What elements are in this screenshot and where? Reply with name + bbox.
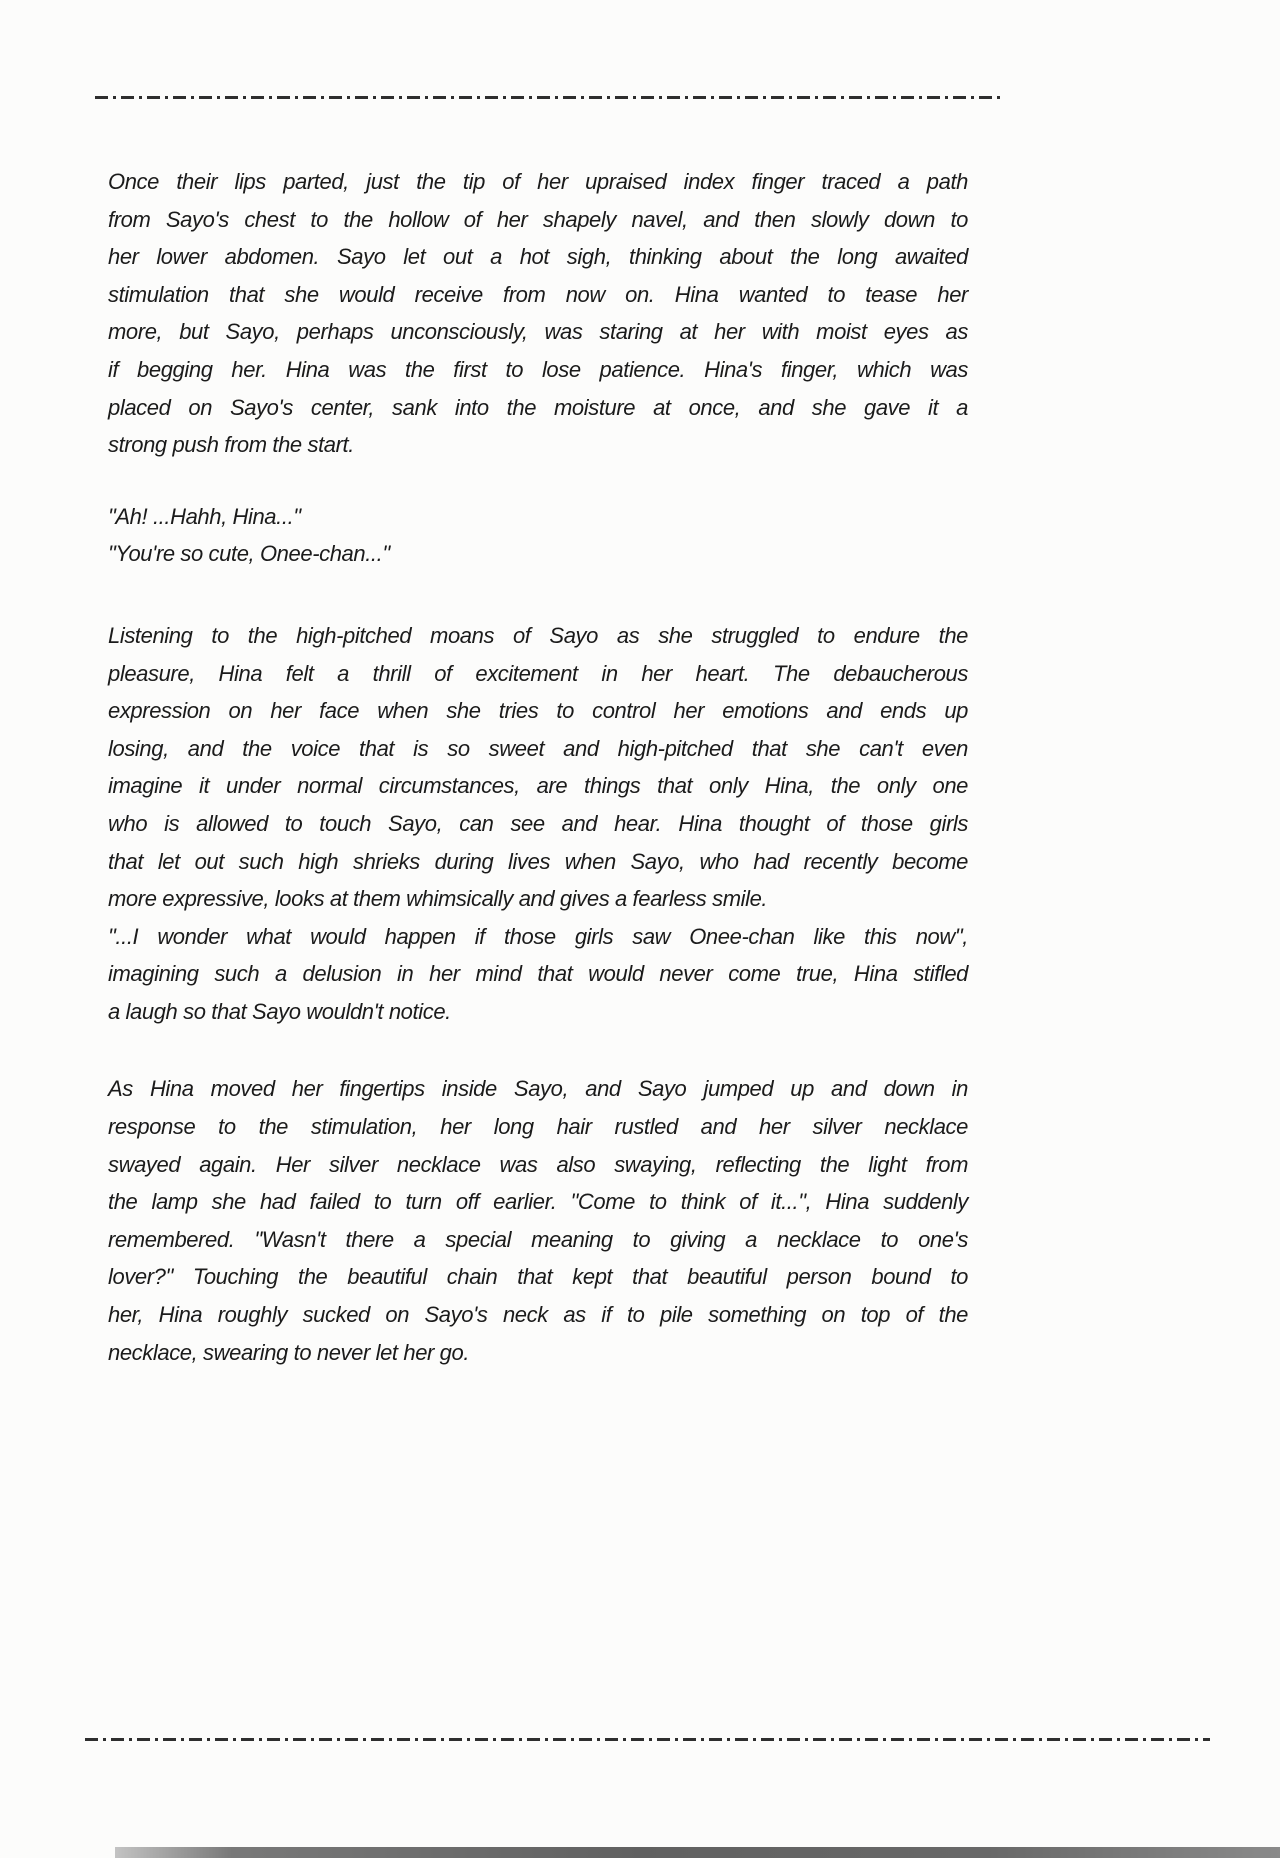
text-line: more, but Sayo, perhaps unconsciously, was staring at her with moist eyes as [108, 319, 968, 345]
text-line: imagine it under normal circumstances, are things that only Hina, the only one [108, 773, 968, 799]
text-line: necklace, swearing to never let her go. [108, 1339, 470, 1365]
dialogue [108, 498, 968, 573]
text-line: "You're so cute, Onee-chan..." [108, 541, 390, 567]
bottom-divider [85, 1738, 1210, 1741]
text-line: stimulation that she would receive from now on. Hina wanted to tease her [108, 281, 968, 307]
text-line: As Hina moved her fingertips inside Sayo, and Sayo jumped up and down in [108, 1076, 968, 1102]
text-line: that let out such high shrieks during lives when Sayo, who had recently become [108, 848, 968, 874]
text-line: from Sayo's chest to the hollow of her shapely navel, and then slowly down to [108, 206, 968, 232]
text-line: pleasure, Hina felt a thrill of excitement in her heart. The debaucherous [108, 660, 968, 686]
text-line: strong push from the start. [108, 432, 354, 458]
text-line: if begging her. Hina was the first to lose patience. Hina's finger, which was [108, 356, 968, 382]
text-line: more expressive, looks at them whimsically and gives a fearless smile. [108, 886, 768, 912]
scan-edge-artifact [115, 1847, 1280, 1858]
paragraph-1 [108, 163, 968, 464]
text-line: her, Hina roughly sucked on Sayo's neck as if to pile something on top of the [108, 1302, 968, 1328]
text-line: lover?" Touching the beautiful chain that kept that beautiful person bound to [108, 1264, 968, 1290]
text-line: placed on Sayo's center, sank into the moisture at once, and she gave it a [108, 394, 968, 420]
text-line: losing, and the voice that is so sweet and high-pitched that she can't even [108, 735, 968, 761]
text-line: the lamp she had failed to turn off earlier. "Come to think of it...", Hina suddenly [108, 1189, 968, 1215]
text-line: Listening to the high-pitched moans of Sayo as she struggled to endure the [108, 622, 968, 648]
text-line: who is allowed to touch Sayo, can see and hear. Hina thought of those girls [108, 810, 968, 836]
text-line: "Ah! ...Hahh, Hina..." [108, 503, 301, 529]
text-line: a laugh so that Sayo wouldn't notice. [108, 998, 451, 1024]
paragraph-3 [108, 1070, 968, 1371]
text-line: swayed again. Her silver necklace was also swaying, reflecting the light from [108, 1151, 968, 1177]
text-line: her lower abdomen. Sayo let out a hot sigh, thinking about the long awaited [108, 244, 968, 270]
paragraph-2-continued [108, 918, 968, 1031]
text-body [108, 163, 968, 1371]
text-line: response to the stimulation, her long hair rustled and her silver necklace [108, 1114, 968, 1140]
text-line: imagining such a delusion in her mind that would never come true, Hina stifled [108, 961, 968, 987]
text-line: expression on her face when she tries to control her emotions and ends up [108, 698, 968, 724]
top-divider [95, 96, 1003, 99]
text-line: Once their lips parted, just the tip of her upraised index finger traced a path [108, 169, 968, 194]
text-line: "...I wonder what would happen if those girls saw Onee-chan like this now", [108, 923, 968, 949]
text-line: remembered. "Wasn't there a special meaning to giving a necklace to one's [108, 1226, 968, 1252]
paragraph-2 [108, 617, 968, 918]
